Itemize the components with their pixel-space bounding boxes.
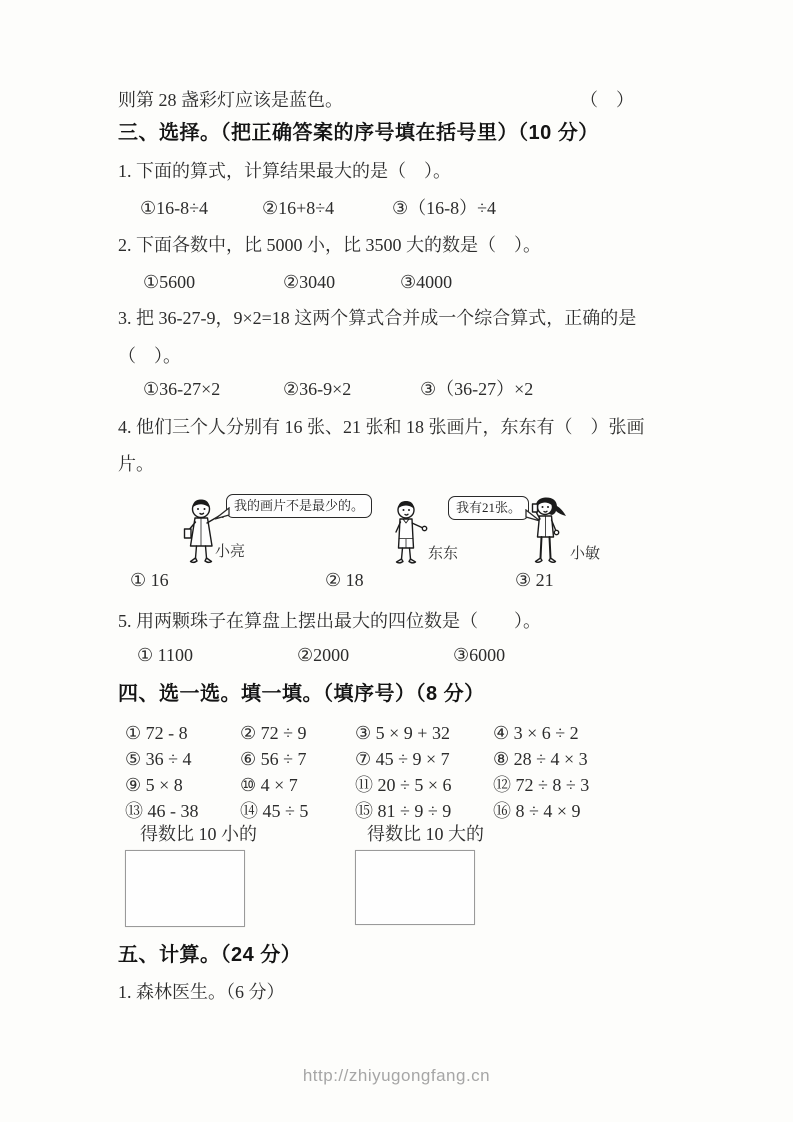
answer-box-less-than-10 (125, 850, 245, 927)
q4-text-line2: 片。 (118, 454, 154, 474)
expression-6: ⑥ 56 ÷ 7 (240, 749, 307, 769)
q1-option-3: ③（16-8）÷4 (392, 198, 497, 218)
expression-12: ⑫ 72 ÷ 8 ÷ 3 (493, 775, 590, 795)
section3-heading: 三、选择。（把正确答案的序号填在括号里）（10 分） (118, 122, 599, 144)
expression-2: ② 72 ÷ 9 (240, 723, 307, 743)
q1-option-1: ①16-8÷4 (140, 198, 209, 218)
expression-row-2 (118, 747, 698, 773)
q4-option-3: ③ 21 (515, 570, 554, 590)
speech-bubble-xiaoliang-text: 我的画片不是最少的。 (234, 498, 365, 513)
answer-box-greater-than-10 (355, 850, 475, 925)
expression-16: ⑯ 8 ÷ 4 × 9 (493, 801, 581, 821)
expression-7: ⑦ 45 ÷ 9 × 7 (355, 749, 450, 769)
bubble-tail-icon (214, 507, 230, 520)
expression-row-3 (118, 773, 698, 799)
expression-10: ⑩ 4 × 7 (240, 775, 298, 795)
speech-bubble-xiaoliang (226, 494, 372, 518)
expression-9: ⑨ 5 × 8 (125, 775, 183, 795)
q4-options (118, 568, 698, 594)
expression-1: ① 72 - 8 (125, 723, 188, 743)
section4-heading: 四、选一选。填一填。（填序号）（8 分） (118, 683, 485, 705)
watermark-url: http://zhiyugongfang.cn (302, 1066, 491, 1085)
q5-text: 5. 用两颗珠子在算盘上摆出最大的四位数是（ ）。 (118, 611, 541, 631)
q1-options (118, 196, 698, 222)
q3-option-2: ②36-9×2 (283, 379, 352, 399)
intro-line (118, 88, 678, 112)
bin-label-less-than-10: 得数比 10 小的 (140, 824, 257, 844)
speech-bubble-xiaomin (448, 496, 529, 520)
kid-label-dongdong: 东东 (428, 546, 459, 562)
bin-labels-row (118, 822, 698, 848)
expression-4: ④ 3 × 6 ÷ 2 (493, 723, 579, 743)
q1-text: 1. 下面的算式，计算结果最大的是（ ）。 (118, 161, 451, 181)
kid-xiaomin-figure (526, 494, 574, 568)
expression-15: ⑮ 81 ÷ 9 ÷ 9 (355, 801, 452, 821)
q2-option-1: ①5600 (143, 272, 196, 292)
expression-8: ⑧ 28 ÷ 4 × 3 (493, 749, 588, 769)
q4-option-2: ② 18 (325, 570, 364, 590)
bin-label-greater-than-10: 得数比 10 大的 (367, 824, 484, 844)
q2-option-2: ②3040 (283, 272, 336, 292)
q5-options (118, 643, 698, 669)
speech-bubble-xiaomin-text: 我有21张。 (456, 500, 522, 515)
expression-11: ⑪ 20 ÷ 5 × 6 (355, 775, 452, 795)
expression-13: ⑬ 46 - 38 (125, 801, 199, 821)
q4-option-1: ① 16 (130, 570, 169, 590)
q4-text-line1: 4. 他们三个人分别有 16 张、21 张和 18 张画片，东东有（ ）张画 (118, 417, 645, 437)
q5-option-2: ②2000 (297, 645, 350, 665)
kid-dongdong-figure (386, 498, 434, 566)
intro-answer-brackets: （ ） (580, 90, 634, 110)
q3-text-line2: （ ）。 (118, 346, 181, 366)
q3-option-1: ①36-27×2 (143, 379, 221, 399)
kid-label-xiaoliang: 小亮 (215, 544, 246, 560)
q2-option-3: ③4000 (400, 272, 453, 292)
q3-option-3: ③（36-27）×2 (420, 379, 534, 399)
q3-options (118, 377, 698, 403)
section5-sub1-text: 1. 森林医生。（6 分） (118, 982, 285, 1002)
expression-row-1 (118, 721, 698, 747)
q5-option-3: ③6000 (453, 645, 506, 665)
expression-3: ③ 5 × 9 + 32 (355, 723, 450, 743)
expression-14: ⑭ 45 ÷ 5 (240, 801, 309, 821)
q2-text: 2. 下面各数中，比 5000 小，比 3500 大的数是（ ）。 (118, 235, 541, 255)
q1-option-2: ②16+8÷4 (262, 198, 335, 218)
section5-heading: 五、计算。（24 分） (118, 944, 302, 966)
q5-option-1: ① 1100 (137, 645, 193, 665)
kid-label-xiaomin: 小敏 (570, 546, 601, 562)
q2-options (118, 270, 698, 296)
q3-text-line1: 3. 把 36-27-9，9×2=18 这两个算式合并成一个综合算式，正确的是 (118, 308, 637, 328)
intro-text: 则第 28 盏彩灯应该是蓝色。 (118, 90, 343, 110)
expression-5: ⑤ 36 ÷ 4 (125, 749, 192, 769)
